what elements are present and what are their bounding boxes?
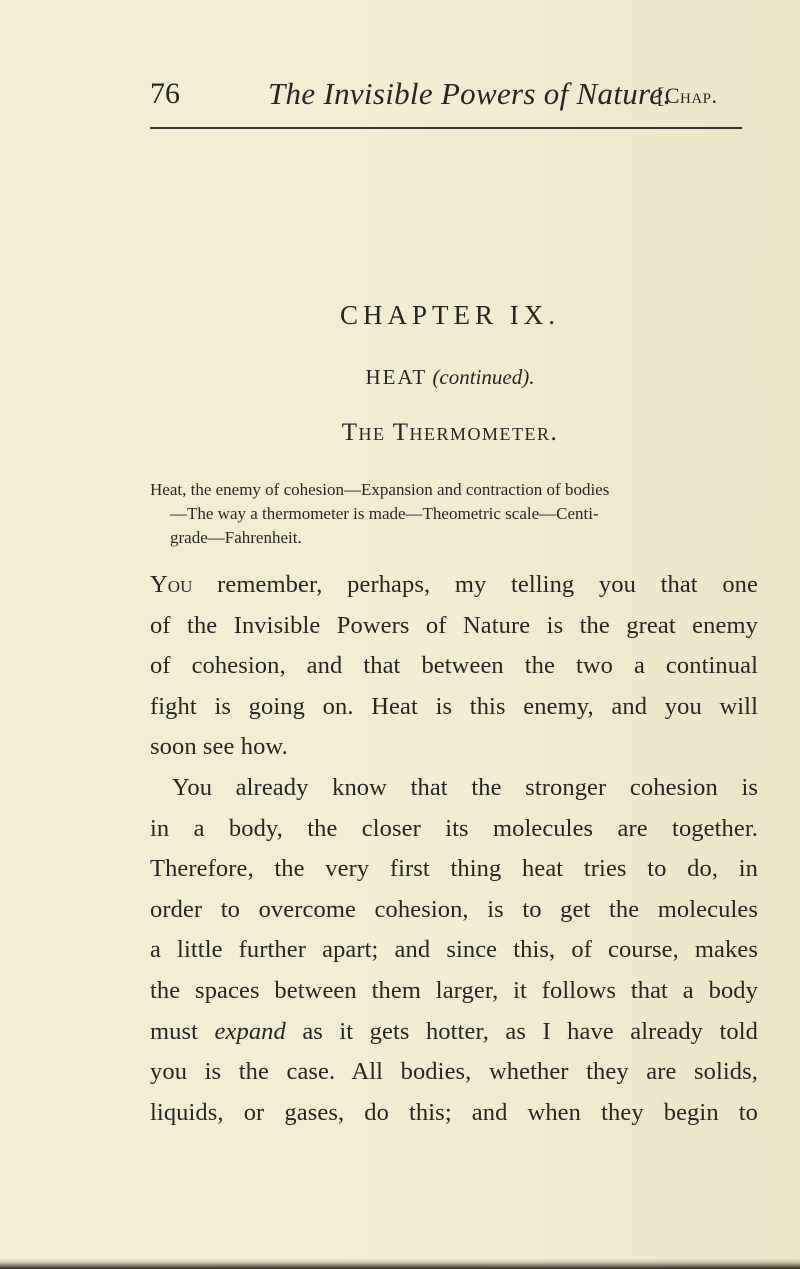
section-title: The Thermometer. [341,419,559,446]
synopsis-line: grade—Fahrenheit. [170,528,302,547]
body-word: as it gets hotter, as I have already told [302,1017,758,1045]
body-line: you is the case. All bodies, whether they are solids, [150,1058,758,1086]
synopsis-line: —The way a thermometer is made—Theometric scale—Centi- [170,504,599,523]
synopsis-line: Heat, the enemy of cohesion—Expansion and contraction of bodies [150,480,610,499]
body-word: must [150,1017,199,1045]
running-head [150,74,770,114]
body-text [150,565,758,1133]
body-line: soon see how. [150,733,288,761]
body-line: fight is going on. Heat is this enemy, and you will [150,692,758,720]
body-line-expand [150,1012,758,1053]
body-line: liquids, or gases, do this; and when they begin to [150,1098,758,1126]
chapter-title: CHAPTER IX. [339,300,560,330]
body-line: Therefore, the very first thing heat tries to do, in [150,855,758,883]
chapter-reference: [Chap. [657,83,718,108]
body-line: the spaces between them larger, it follows that a body [150,976,758,1004]
body-line: in a body, the closer its molecules are together. [150,814,758,842]
header-rule [150,127,742,129]
body-line: of cohesion, and that between the two a continual [150,652,758,680]
chapter-subtitle [0,365,800,390]
body-line: of the Invisible Powers of Nature is the great enemy [150,611,758,639]
subtitle-heat: HEAT [365,365,428,389]
body-line: You remember, perhaps, my telling you that one [150,571,758,598]
page-bottom-edge [0,1259,800,1269]
body-line: You already know that the stronger cohesion is [172,773,758,801]
body-line: order to overcome cohesion, is to get the molecules [150,895,758,923]
chapter-synopsis [150,478,752,550]
italic-word-expand: expand [214,1017,286,1045]
running-title: The Invisible Powers of Nature. [268,76,672,111]
page-number: 76 [150,77,180,110]
body-line: a little further apart; and since this, of course, makes [150,936,758,964]
opening-word: You [150,571,193,598]
subtitle-continued: (continued). [432,365,535,389]
